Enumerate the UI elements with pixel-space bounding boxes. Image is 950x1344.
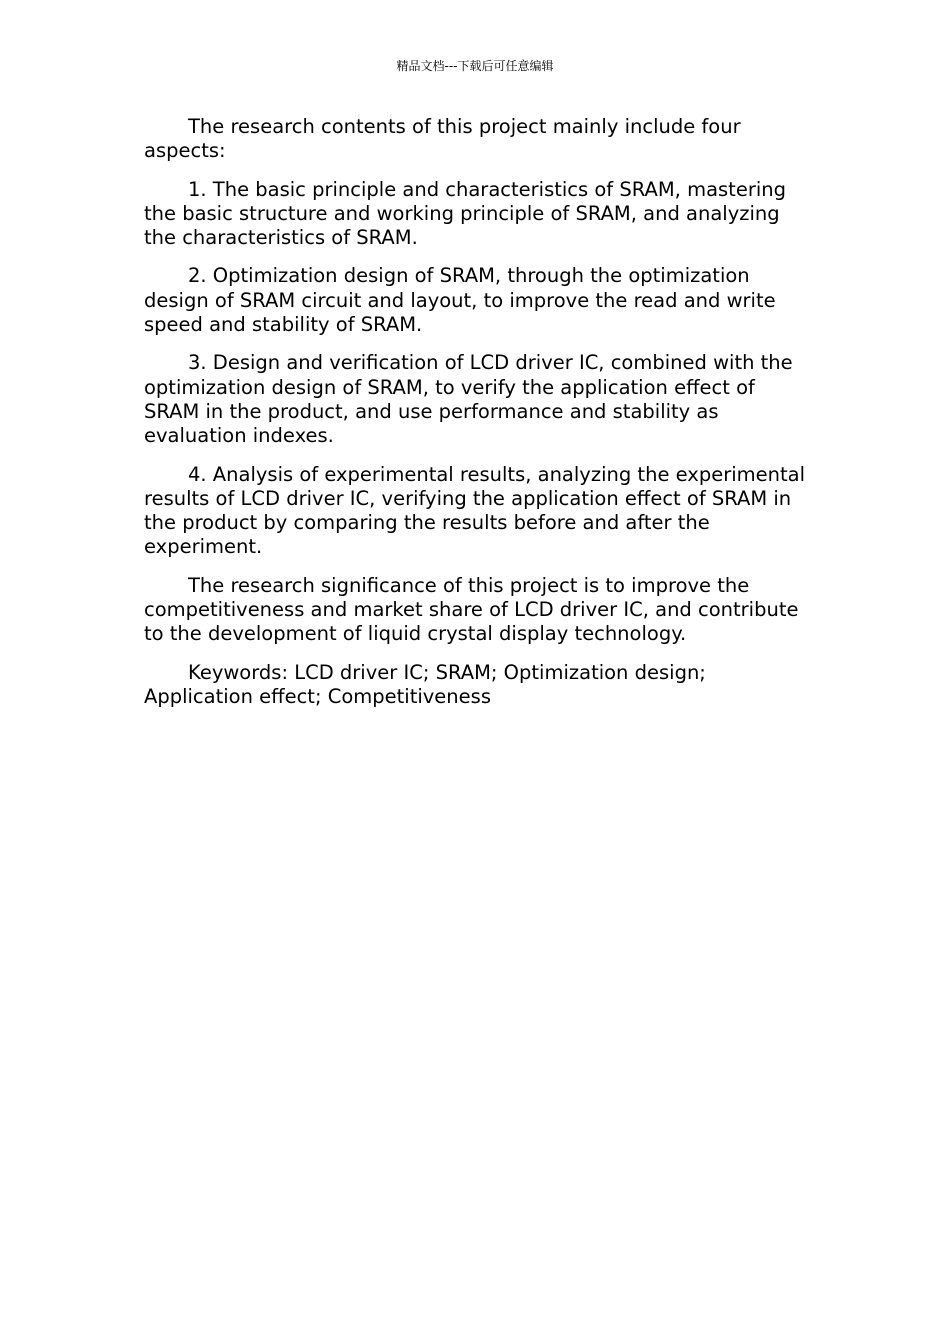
document-body (144, 115, 808, 723)
aspect-1-paragraph: 1. The basic principle and characteristics of SRAM, mastering the basic structure and working principle of SRAM, and analyzing the characteristics of SRAM. (144, 177, 786, 250)
aspect-4-paragraph: 4. Analysis of experimental results, analyzing the experimental results of LCD driver IC, verifying the application effect of SRAM in the product by comparing the results before and after the experiment. (144, 462, 806, 559)
page-header: 精品文档---下载后可任意编辑 (396, 59, 554, 73)
keywords-paragraph: Keywords: LCD driver IC; SRAM; Optimization design; Application effect; Competitiveness (144, 660, 706, 708)
intro-paragraph: The research contents of this project mainly include four aspects: (144, 115, 741, 163)
significance-paragraph: The research significance of this project is to improve the competitiveness and market share of LCD driver IC, and contribute to the development of liquid crystal display technology. (144, 573, 799, 646)
aspect-3-paragraph: 3. Design and verification of LCD driver IC, combined with the optimization design of SRAM, to verify the application effect of SRAM in the product, and use performance and stability as evaluation indexes. (144, 351, 793, 448)
aspect-2-paragraph: 2. Optimization design of SRAM, through the optimization design of SRAM circuit and layout, to improve the read and write speed and stability of SRAM. (144, 264, 776, 337)
